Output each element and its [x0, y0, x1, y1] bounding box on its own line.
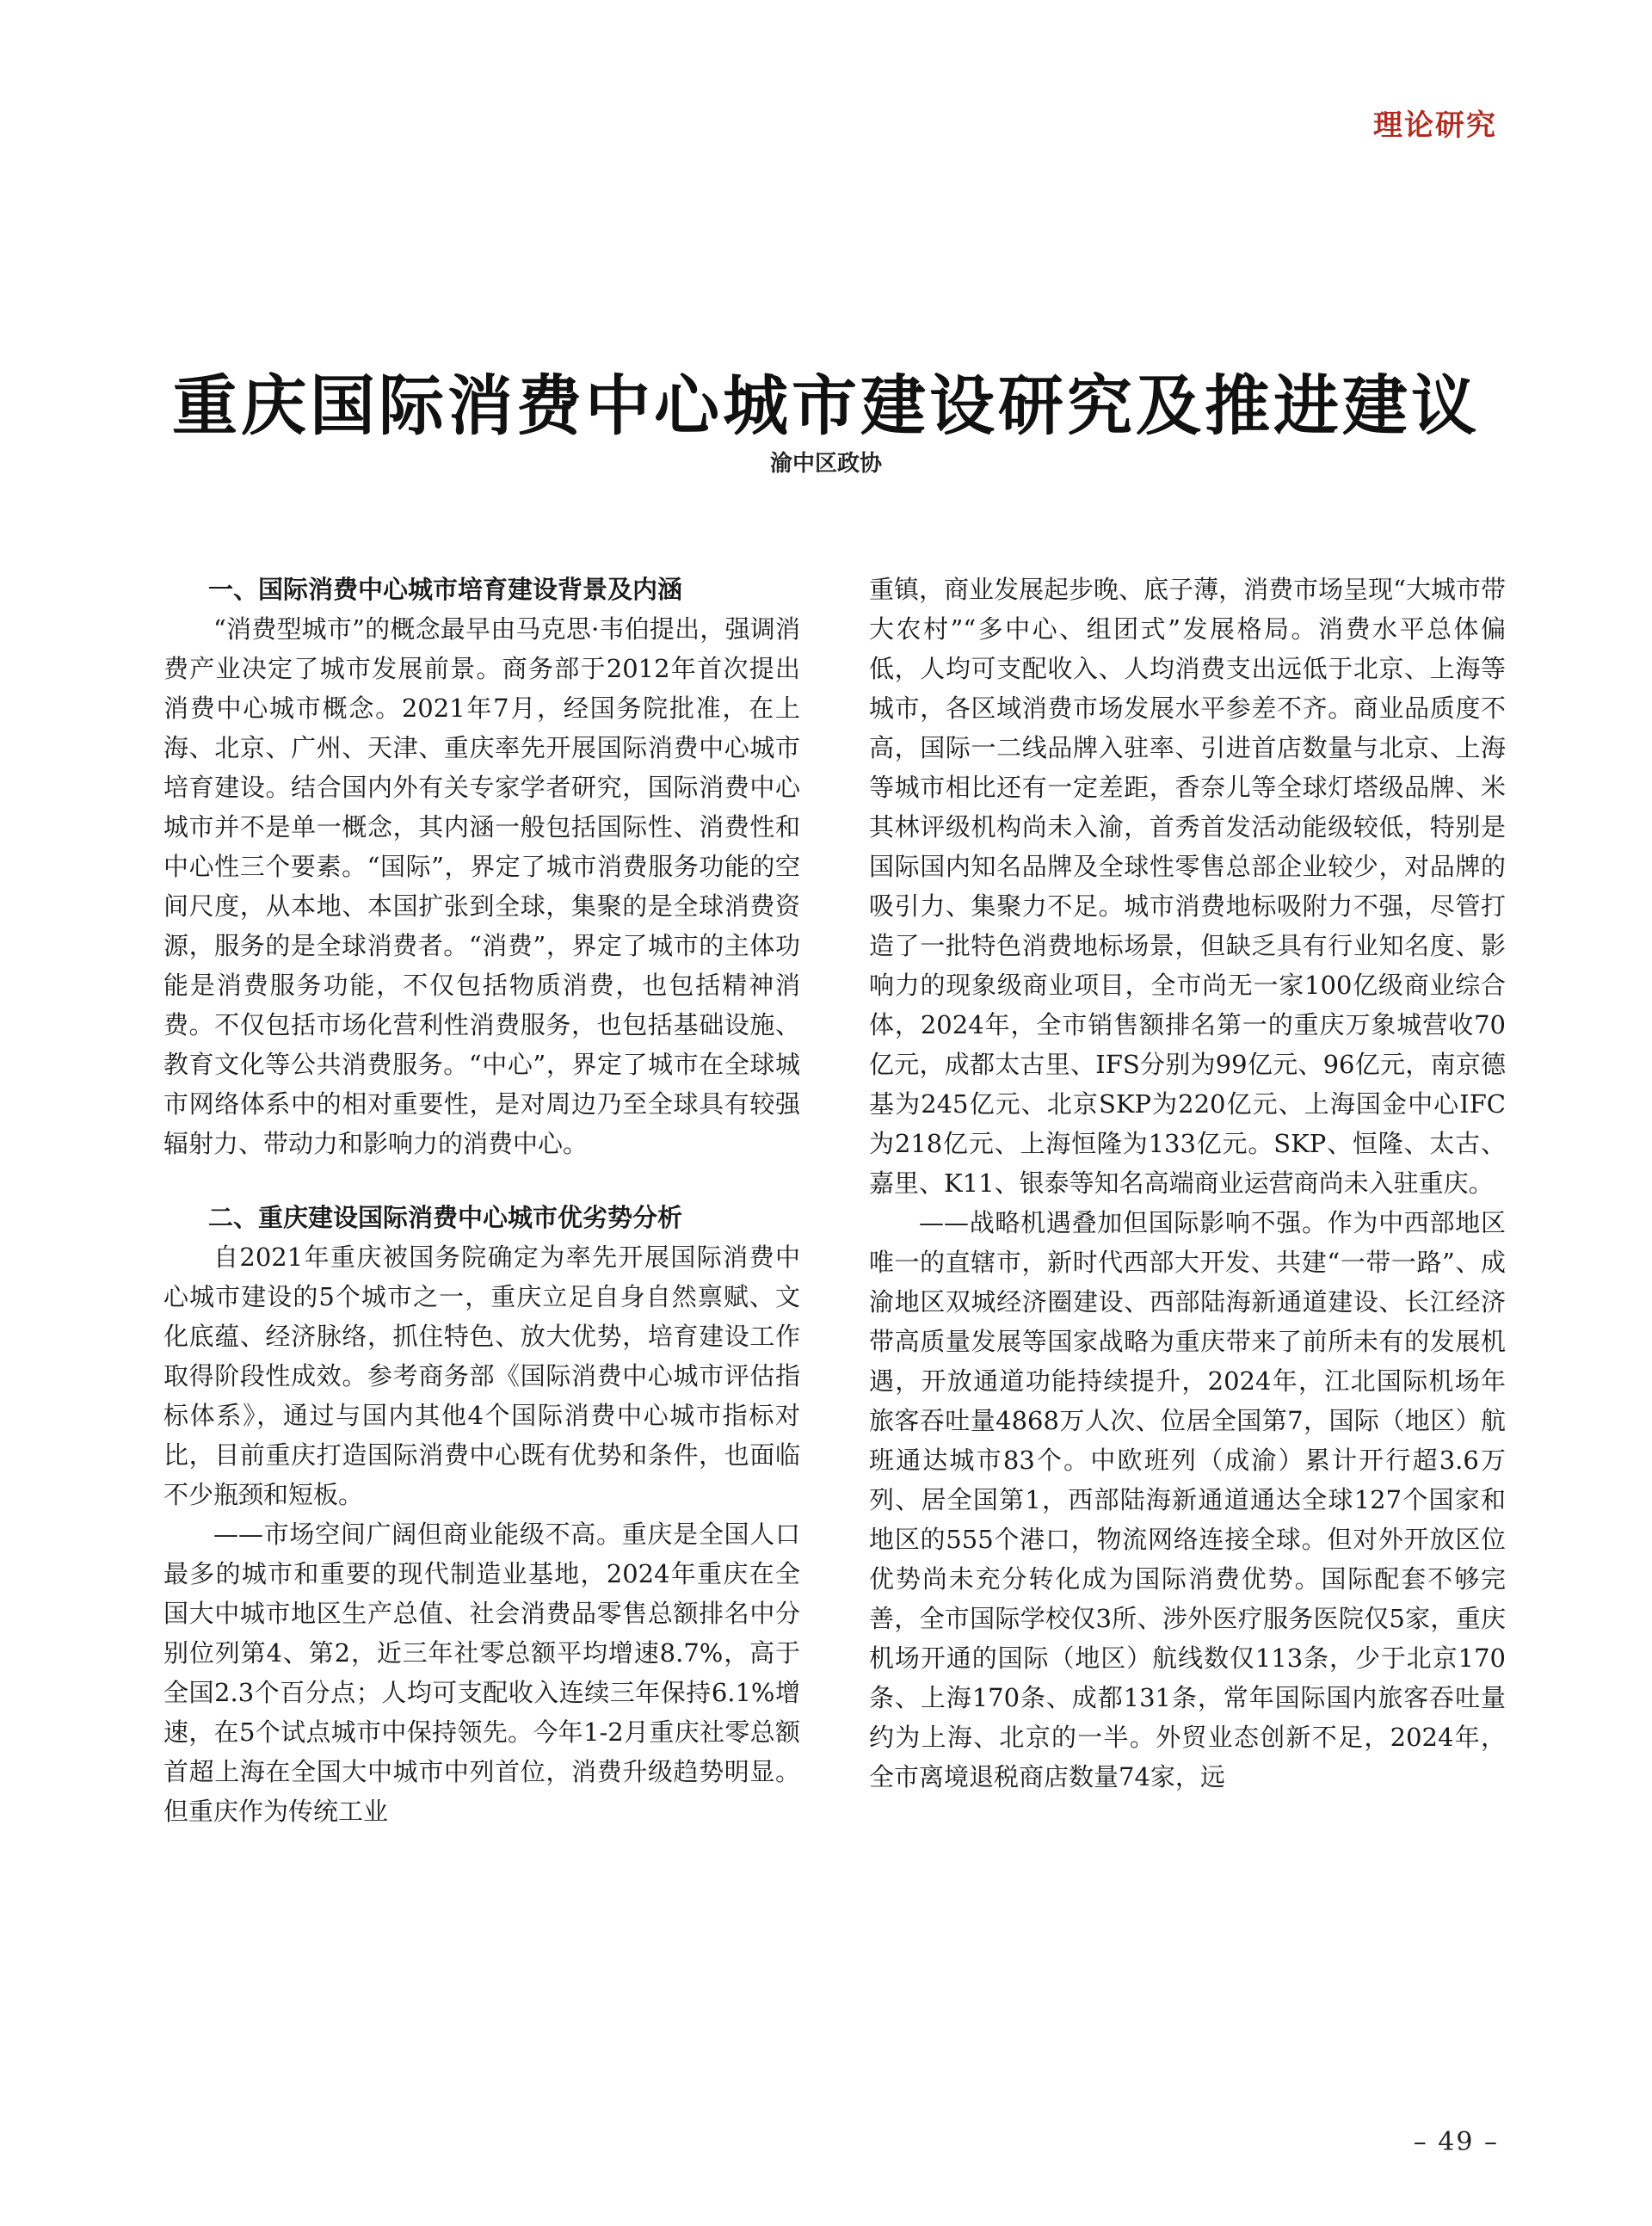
left-column: [163, 570, 800, 2067]
paragraph: 自2021年重庆被国务院确定为率先开展国际消费中心城市建设的5个城市之一，重庆立足自身自然禀赋、文化底蕴、经济脉络，抓住特色、放大优势，培育建设工作取得阶段性成效。参考商务部《国际消费中心城市评估指标体系》，通过与国内其他4个国际消费中心城市指标对比，目前重庆打造国际消费中心既有优势和条件，也面临不少瓶颈和短板。: [163, 1242, 800, 1509]
section-tag: 理论研究: [1373, 108, 1497, 143]
paragraph: ——市场空间广阔但商业能级不高。重庆是全国人口最多的城市和重要的现代制造业基地，2024年重庆在全国大中城市地区生产总值、社会消费品零售总额排名中分别位列第4、第2，近三年社零总额平均增速8.7%，高于全国2.3个百分点；人均可支配收入连续三年保持6.1%增速，在5个试点城市中保持领先。今年1-2月重庆社零总额首超上海在全国大中城市中列首位，消费升级趋势明显。但重庆作为传统工业: [163, 1520, 800, 1826]
section-heading-1: 一、国际消费中心城市培育建设背景及内涵: [208, 575, 683, 604]
paragraph: ——战略机遇叠加但国际影响不强。作为中西部地区唯一的直辖市，新时代西部大开发、共建“一带一路”、成渝地区双城经济圈建设、西部陆海新通道建设、长江经济带高质量发展等国家战略为重庆带来了前所未有的发展机遇，开放通道功能持续提升，2024年，江北国际机场年旅客吞吐量4868万人次、位居全国第7，国际（地区）航班通达城市83个。中欧班列（成渝）累计开行超3.6万列、居全国第1，西部陆海新通道通达全球127个国家和地区的555个港口，物流网络连接全球。但对外开放区位优势尚未充分转化成为国际消费优势。国际配套不够完善，全市国际学校仅3所、涉外医疗服务医院仅5家，重庆机场开通的国际（地区）航线数仅113条，少于北京170条、上海170条、成都131条，常年国际国内旅客吞吐量约为上海、北京的一半。外贸业态创新不足，2024年，全市离境退税商店数量74家，远: [869, 1208, 1506, 1791]
article-author: 渝中区政协: [769, 451, 882, 477]
page-number: – 49 –: [1413, 2127, 1499, 2157]
section-heading-2: 二、重庆建设国际消费中心城市优劣势分析: [208, 1203, 683, 1232]
right-column: [869, 570, 1506, 2067]
paragraph: “消费型城市”的概念最早由马克思·韦伯提出，强调消费产业决定了城市发展前景。商务部于2012年首次提出消费中心城市概念。2021年7月，经国务院批准，在上海、北京、广州、天津、重庆率先开展国际消费中心城市培育建设。结合国内外有关专家学者研究，国际消费中心城市并不是单一概念，其内涵一般包括国际性、消费性和中心性三个要素。“国际”，界定了城市消费服务功能的空间尺度，从本地、本国扩张到全球，集聚的是全球消费资源，服务的是全球消费者。“消费”，界定了城市的主体功能是消费服务功能，不仅包括物质消费，也包括精神消费。不仅包括市场化营利性消费服务，也包括基础设施、教育文化等公共消费服务。“中心”，界定了城市在全球城市网络体系中的相对重要性，是对周边乃至全球具有较强辐射力、带动力和影响力的消费中心。: [163, 614, 800, 1158]
paragraph-continued: 重镇，商业发展起步晚、底子薄，消费市场呈现“大城市带大农村”“多中心、组团式”发展格局。消费水平总体偏低，人均可支配收入、人均消费支出远低于北京、上海等城市，各区域消费市场发展水平参差不齐。商业品质度不高，国际一二线品牌入驻率、引进首店数量与北京、上海等城市相比还有一定差距，香奈儿等全球灯塔级品牌、米其林评级机构尚未入渝，首秀首发活动能级较低，特别是国际国内知名品牌及全球性零售总部企业较少，对品牌的吸引力、集聚力不足。城市消费地标吸附力不强，尽管打造了一批特色消费地标场景，但缺乏具有行业知名度、影响力的现象级商业项目，全市尚无一家100亿级商业综合体，2024年，全市销售额排名第一的重庆万象城营收70亿元，成都太古里、IFS分别为99亿元、96亿元，南京德基为245亿元、北京SKP为220亿元、上海国金中心IFC为218亿元、上海恒隆为133亿元。SKP、恒隆、太古、嘉里、K11、银泰等知名高端商业运营商尚未入驻重庆。: [869, 575, 1506, 1198]
article-title: 重庆国际消费中心城市建设研究及推进建议: [172, 367, 1480, 444]
article-body: [163, 570, 1506, 2067]
